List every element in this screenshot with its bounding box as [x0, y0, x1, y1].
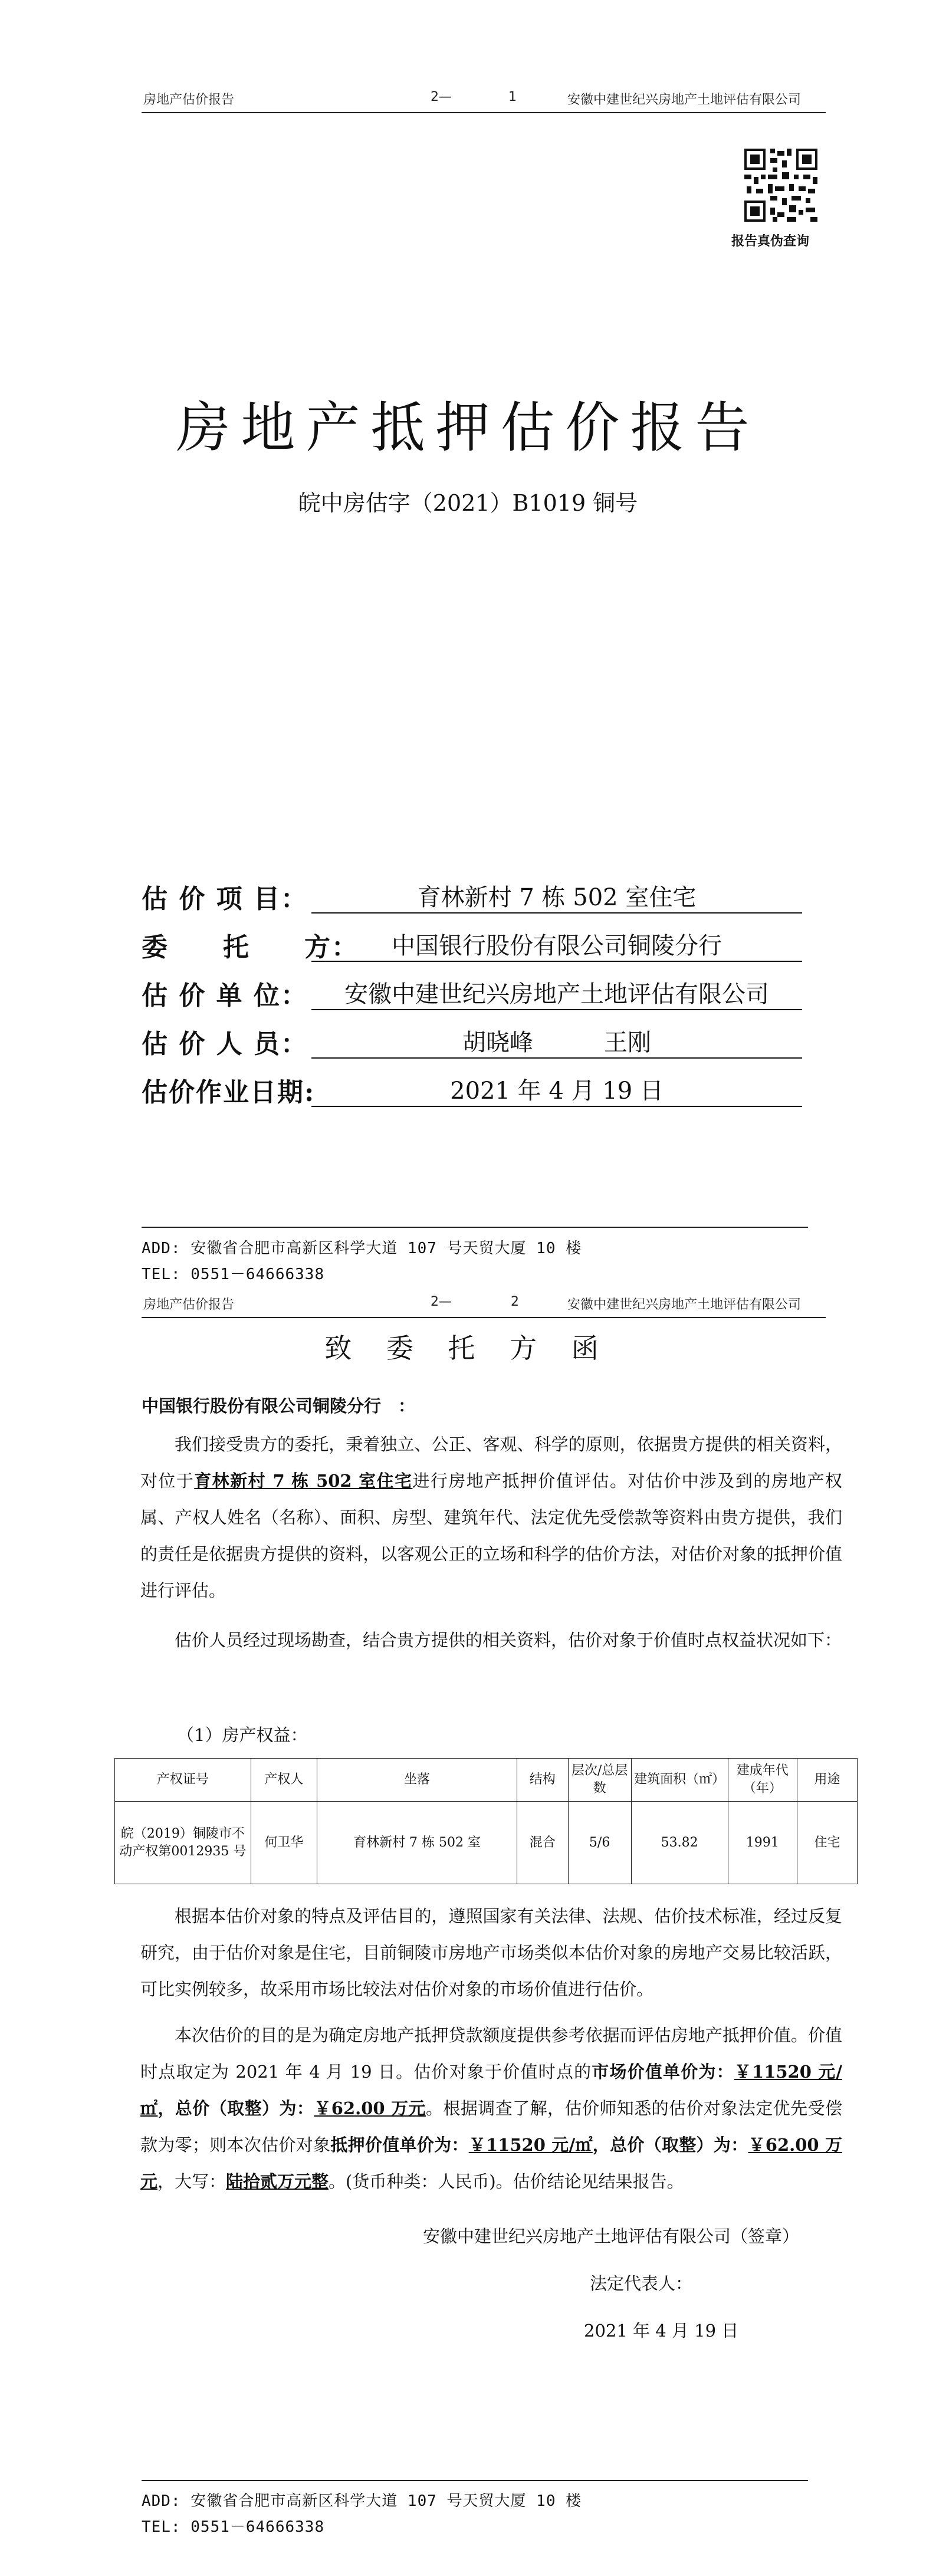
field-value-appraiser-unit: 安徽中建世纪兴房地产土地评估有限公司 [311, 975, 802, 1010]
paragraph-2 [140, 1622, 842, 1658]
paragraph-1-text-c: 进行房地产抵押价值评估。对估价中涉及到的房地产权属、产权人姓名（名称）、面积、房型、建筑年代、法定优先受偿款等资料由贵方提供，我们的责任是依据贵方提供的资料，以客观公正的立场和科学的估价方法，对估价对象的抵押价值进行评估。 [140, 1471, 842, 1601]
field-label-appraiser-unit: 估 价 单 位： [142, 981, 308, 1011]
paragraph-2-text: 估价人员经过现场勘查，结合贵方提供的相关资料，估价对象于价值时点权益状况如下： [175, 1630, 842, 1650]
footer-address: ADD: 安徽省合肥市高新区科学大道 107 号天贸大厦 10 楼 [142, 2492, 582, 2510]
table-cell: 混合 [517, 1802, 569, 1884]
legal-representative: 法定代表人： [590, 2273, 693, 2294]
subheading-property-rights: （1）房产权益： [177, 1725, 308, 1745]
field-value-appraisers: 胡晓峰 王刚 [311, 1024, 802, 1059]
table-header-cell: 层次/总层数 [568, 1759, 631, 1802]
paragraph-3-text: 根据本估价对象的特点及评估目的，遵照国家有关法律、法规、估价技术标准，经过反复研究，由于估价对象是住宅，目前铜陵市房地产市场类似本估价对象的房地产交易比较活跃，可比实例较多，故采用市场比较法对估价对象的市场价值进行估价。 [140, 1906, 842, 1999]
mortgage-total-label: ，总价（取整）为： [592, 2135, 748, 2155]
table-header-cell: 结构 [517, 1759, 569, 1802]
property-address: 育林新村 7 栋 502 室住宅 [194, 1471, 413, 1491]
header-page-prefix: 2— [431, 90, 452, 104]
field-label-project: 估 价 项 目： [142, 884, 308, 914]
field-label-client: 委 托 方： [142, 932, 359, 962]
market-unit-price: ￥11520 元/㎡ [140, 2062, 842, 2118]
paragraph-4-text-1: 本次估价的目的是为确定房地产抵押贷款额度提供参考依据而评估房地产抵押价值。价值时点取定为 2021 年 4 月 19 日。估价对象于价值时点的 [140, 2025, 842, 2082]
table-row [115, 1802, 858, 1884]
paragraph-4 [140, 2017, 842, 2200]
table-cell: 1991 [728, 1802, 797, 1884]
market-total-label: ，总价（取整）为： [157, 2098, 314, 2118]
amount-in-words: 陆拾贰万元整 [226, 2171, 329, 2191]
footer-rule [142, 2480, 808, 2481]
header-page-prefix: 2— [431, 1294, 452, 1309]
table-header-cell: 产权证号 [115, 1759, 251, 1802]
signature-company: 安徽中建世纪兴房地产土地评估有限公司（签章） [423, 2226, 800, 2246]
paragraph-1-text-a: 我们接受贵方的委托，秉着独立、公正、客观、科学的原则，依据贵方提供的相关资料，对位于 [140, 1434, 842, 1491]
field-value-project: 育林新村 7 栋 502 室住宅 [311, 879, 802, 914]
field-label-work-date: 估价作业日期: [142, 1077, 316, 1108]
table-cell: 住宅 [797, 1802, 857, 1884]
header-right: 安徽中建世纪兴房地产土地评估有限公司 [567, 93, 802, 107]
header-page-number: 2 [511, 1294, 519, 1309]
table-header-cell: 用途 [797, 1759, 857, 1802]
paragraph-4-text-2: 。根据调查了解，估价师知悉的估价对象法定优先受偿款为零；则本次估价对象 [140, 2098, 842, 2155]
mortgage-unit-price: ￥11520 元/㎡ [468, 2135, 593, 2155]
footer-tel: TEL: 0551－64666338 [142, 2518, 325, 2536]
paragraph-4-text-4: 。(货币种类：人民币)。估价结论见结果报告。 [329, 2171, 684, 2191]
header-rule [142, 112, 826, 113]
table-header-cell: 建成年代（年） [728, 1759, 797, 1802]
signature-date: 2021 年 4 月 19 日 [584, 2321, 739, 2341]
market-total-price: ￥62.00 万元 [314, 2098, 426, 2118]
footer-rule [142, 1227, 808, 1228]
field-value-client: 中国银行股份有限公司铜陵分行 [311, 927, 802, 962]
letter-title: 致 委 托 方 函 [324, 1332, 612, 1364]
table-cell: 53.82 [631, 1802, 728, 1884]
table-cell: 何卫华 [251, 1802, 317, 1884]
report-title: 房地产抵押估价报告 [176, 396, 760, 459]
table-header-cell: 坐落 [317, 1759, 517, 1802]
header-page-number: 1 [508, 90, 517, 104]
header-left: 房地产估价报告 [143, 93, 235, 107]
table-cell: 育林新村 7 栋 502 室 [317, 1802, 517, 1884]
header-right: 安徽中建世纪兴房地产土地评估有限公司 [567, 1297, 802, 1312]
footer-address: ADD: 安徽省合肥市高新区科学大道 107 号天贸大厦 10 楼 [142, 1240, 582, 1257]
addressee: 中国银行股份有限公司铜陵分行 ： [142, 1396, 416, 1416]
table-cell: 皖（2019）铜陵市不动产权第0012935 号 [115, 1802, 251, 1884]
report-number: 皖中房估字（2021）B1019 铜号 [298, 490, 638, 516]
table-header-row [115, 1759, 858, 1802]
mortgage-unit-label: 抵押价值单价为： [330, 2135, 469, 2155]
paragraph-4-text-3: ，大写： [157, 2171, 226, 2191]
field-value-work-date: 2021 年 4 月 19 日 [311, 1072, 802, 1107]
property-rights-table [114, 1758, 858, 1884]
table-header-cell: 建筑面积（㎡） [631, 1759, 728, 1802]
qr-code-icon [742, 146, 820, 224]
paragraph-3 [140, 1898, 842, 2007]
market-unit-label: 市场价值单价为： [592, 2062, 734, 2082]
table-header-cell: 产权人 [251, 1759, 317, 1802]
mortgage-total-price: ￥62.00 万元 [140, 2135, 842, 2191]
header-rule [142, 1317, 826, 1318]
table-cell: 5/6 [568, 1802, 631, 1884]
paragraph-1 [140, 1426, 842, 1609]
qr-caption: 报告真伪查询 [731, 234, 810, 249]
footer-tel: TEL: 0551－64666338 [142, 1266, 325, 1283]
header-left: 房地产估价报告 [143, 1297, 235, 1312]
field-label-appraisers: 估 价 人 员： [142, 1029, 308, 1059]
